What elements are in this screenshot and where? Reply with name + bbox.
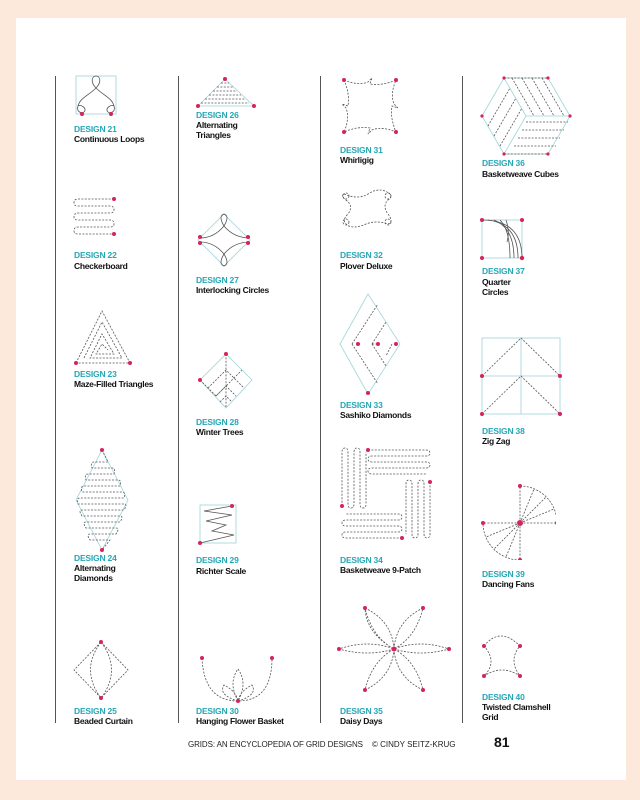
design-name: Richter Scale bbox=[196, 566, 246, 576]
design-number: DESIGN 23 bbox=[74, 369, 117, 379]
zigzag-pattern-icon bbox=[480, 336, 564, 418]
design-number: DESIGN 28 bbox=[196, 417, 239, 427]
design-name: Interlocking Circles bbox=[196, 285, 269, 295]
design-number: DESIGN 30 bbox=[196, 706, 239, 716]
design-name: Winter Trees bbox=[196, 427, 244, 437]
design-number: DESIGN 26 bbox=[196, 110, 239, 120]
design-number: DESIGN 39 bbox=[482, 569, 525, 579]
plover-deluxe-pattern-icon bbox=[338, 188, 398, 228]
twisted-clamshell-pattern-icon bbox=[480, 630, 530, 682]
basketweave-9patch-pattern-icon bbox=[338, 446, 432, 540]
design-name: Alternating Diamonds bbox=[74, 563, 116, 583]
book-title: GRIDS: AN ENCYCLOPEDIA OF GRID DESIGNS bbox=[188, 740, 363, 749]
column-divider bbox=[462, 76, 463, 723]
design-name: Continuous Loops bbox=[74, 134, 145, 144]
design-number: DESIGN 35 bbox=[340, 706, 383, 716]
column-divider bbox=[178, 76, 179, 723]
design-number: DESIGN 24 bbox=[74, 553, 117, 563]
page-number: 81 bbox=[494, 734, 510, 750]
daisy-pattern-icon bbox=[334, 596, 452, 702]
design-name: Checkerboard bbox=[74, 261, 128, 271]
continuous-loops-pattern-icon bbox=[72, 74, 122, 120]
design-name: Twisted Clamshell Grid bbox=[482, 702, 551, 722]
design-number: DESIGN 34 bbox=[340, 555, 383, 565]
design-name: Quarter Circles bbox=[482, 277, 511, 297]
design-number: DESIGN 29 bbox=[196, 555, 239, 565]
quarter-circles-pattern-icon bbox=[480, 216, 526, 262]
alternating-diamond-pattern-icon bbox=[72, 446, 136, 552]
interlocking-circles-pattern-icon bbox=[196, 212, 256, 270]
design-number: DESIGN 31 bbox=[340, 145, 383, 155]
design-name: Daisy Days bbox=[340, 716, 383, 726]
design-name: Hanging Flower Basket bbox=[196, 716, 284, 726]
basketweave-cubes-pattern-icon bbox=[480, 74, 574, 158]
design-number: DESIGN 32 bbox=[340, 250, 383, 260]
column-divider bbox=[55, 76, 56, 723]
richter-scale-pattern-icon bbox=[196, 503, 240, 547]
winter-trees-pattern-icon bbox=[196, 350, 256, 412]
design-number: DESIGN 22 bbox=[74, 250, 117, 260]
design-name: Whirligig bbox=[340, 155, 374, 165]
design-name: Beaded Curtain bbox=[74, 716, 133, 726]
design-number: DESIGN 40 bbox=[482, 692, 525, 702]
design-number: DESIGN 21 bbox=[74, 124, 117, 134]
design-name: Basketweave 9-Patch bbox=[340, 565, 421, 575]
design-number: DESIGN 36 bbox=[482, 158, 525, 168]
design-number: DESIGN 27 bbox=[196, 275, 239, 285]
design-number: DESIGN 25 bbox=[74, 706, 117, 716]
checkerboard-pattern-icon bbox=[72, 196, 122, 240]
design-name: Sashiko Diamonds bbox=[340, 410, 412, 420]
alternating-triangles-pattern-icon bbox=[194, 76, 260, 110]
dancing-fans-pattern-icon bbox=[480, 482, 556, 560]
design-number: DESIGN 37 bbox=[482, 266, 525, 276]
design-number: DESIGN 38 bbox=[482, 426, 525, 436]
design-name: Basketweave Cubes bbox=[482, 169, 559, 179]
design-number: DESIGN 33 bbox=[340, 400, 383, 410]
flower-basket-pattern-icon bbox=[196, 655, 278, 705]
design-name: Maze-Filled Triangles bbox=[74, 379, 154, 389]
beaded-curtain-pattern-icon bbox=[72, 638, 132, 700]
maze-triangle-pattern-icon bbox=[72, 308, 136, 368]
column-divider bbox=[320, 76, 321, 723]
design-name: Zig Zag bbox=[482, 436, 511, 446]
design-name: Alternating Triangles bbox=[196, 120, 238, 140]
sashiko-diamond-pattern-icon bbox=[338, 290, 404, 400]
whirligig-pattern-icon bbox=[340, 76, 402, 138]
design-name: Dancing Fans bbox=[482, 579, 535, 589]
design-name: Plover Deluxe bbox=[340, 261, 393, 271]
copyright: © CINDY SEITZ-KRUG bbox=[372, 740, 456, 749]
